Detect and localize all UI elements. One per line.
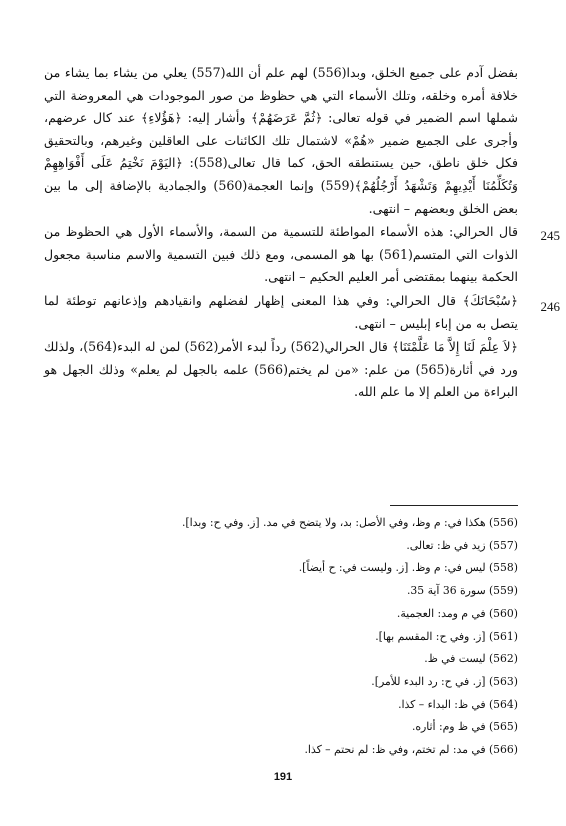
footnotes bbox=[44, 512, 518, 762]
footnote: (565) في ظ وم: أثاره. bbox=[411, 720, 518, 734]
footnote: (558) ليس في: م وظ. [ز. وليست في: ح أيضاً]. bbox=[298, 561, 518, 575]
paragraph-number: 245 bbox=[540, 228, 560, 244]
intro-paragraph bbox=[44, 62, 518, 220]
footnote: (566) في مد: لم تختم، وفي ظ: لم نحتم – كذا. bbox=[304, 743, 518, 757]
closing-paragraph bbox=[44, 336, 518, 404]
footnote: (564) في ظ: البداء – كذا. bbox=[398, 697, 518, 711]
paragraph-245 bbox=[44, 221, 560, 289]
footnote: (563) [ز. في ح: رد البدء للأمر]. bbox=[371, 674, 518, 688]
paragraph-number: 246 bbox=[540, 298, 560, 314]
footnote: (560) في م ومد: العجمية. bbox=[396, 606, 518, 620]
closing-text: ﴿لاَ عِلْمَ لَنَا إِلاَّ مَا عَلَّمْتَنَا﴾ قال الحرالي(562) رداً لبدء الأمر(562) لمن له البدء(564)، ولذلك ورد في أثارة(565) من علم: «من لم يختم(566) علمه بالجهل لم يعلم» وذلك الجهل هو البراءة من العلم إلا ما علم الله. bbox=[44, 339, 518, 400]
paragraph-text: قال الحرالي: هذه الأسماء المواطئة للتسمية من السمة، والأسماء الأول هي الحظوظ من الذوات التي المتسم(561) بها هو المسمى، ومع ذلك فبين التسمية والاسم مناسبة مجعول الحكمة بينهما بمقتضى أمر العليم الحكيم – انتهى. bbox=[44, 224, 518, 285]
footnote: (556) هكذا في: م وظ، وفي الأصل: بد، ولا يتضح في مد. [ز. وفي ح: وبدا]. bbox=[181, 516, 518, 529]
page-number: 191 bbox=[273, 771, 293, 783]
footnote: (562) ليست في ظ. bbox=[424, 652, 518, 666]
footnote-separator bbox=[390, 505, 518, 506]
intro-text: بفضل آدم على جميع الخلق، وبدا(556) لهم علم أن الله(557) يعلي من يشاء بما يشاء من خلافة أمره وخلقه، وتلك الأسماء التي هي حظوظ من صور الموجودات هي المعروضة التي شملها اسم الضمير في قوله تعالى: ﴿ثُمَّ عَرَضَهُمْ﴾ وأشار إليه: ﴿هَؤُلاءِ﴾ عند كال عرضهم، وأجرى على الجميع ضمير «هُمْ» لاشتمال تلك الكائنات على العاقلين وغيرهم، وبالتحقيق فكل خلق ناطق، حين يستنطقه الحق، كما قال تعالى(558): ﴿اليَوْمَ نَخْتِمُ عَلَى أَفْوَاهِهِمْ وَتُكَلِّمُنَا أَيْدِيهِمْ وَتَشْهَدُ أَرْجُلُهُمْ﴾(559) وإنما العجمة(560) والجمادية بالإضافة إلى ما بين بعض الخلق وبعضهم – انتهى. bbox=[44, 65, 518, 216]
footnote: (559) سورة 36 آية 35. bbox=[406, 584, 518, 598]
main-text bbox=[44, 62, 560, 405]
footnote: (557) زيد في ظ: تعالى. bbox=[406, 538, 518, 552]
paragraph-text: ﴿سُبْحَانَكَ﴾ قال الحرالي: وفي هذا المعنى إظهار لفضلهم وانقيادهم وإذعانهم توطئة لما يتصل به من إباء إبليس – انتهى. bbox=[44, 292, 518, 331]
footnote: (561) [ز. وفي ح: المقسم بها]. bbox=[375, 629, 518, 643]
paragraph-246 bbox=[44, 290, 560, 335]
